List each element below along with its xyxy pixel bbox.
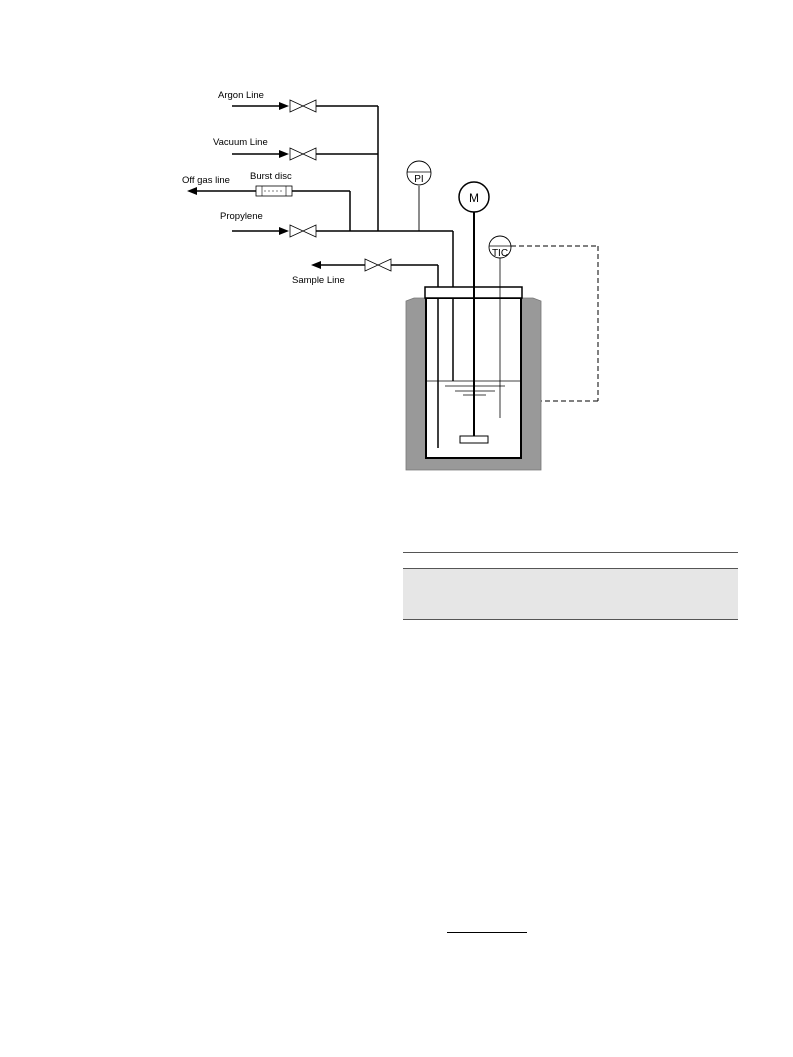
tic-label: TIC: [491, 248, 509, 259]
burst-disc-icon: [256, 186, 292, 196]
footnote-rule: [447, 932, 527, 933]
table-body-shading: [403, 569, 738, 619]
table-placeholder: [403, 552, 738, 620]
pi-label: PI: [414, 174, 424, 185]
table-top-rule: [403, 552, 738, 553]
sample-valve-icon: [365, 259, 391, 271]
stirrer-motor: [459, 182, 489, 212]
sample-line-label: Sample Line: [292, 275, 345, 286]
pressure-indicator: [407, 161, 431, 231]
reactor-vessel: [406, 212, 541, 470]
table-bottom-rule: [403, 619, 738, 620]
vacuum-line: [213, 137, 378, 160]
propylene-valve-icon: [290, 225, 316, 237]
burst-disc-label: Burst disc: [250, 171, 292, 182]
argon-valve-icon: [290, 100, 316, 112]
impeller: [460, 436, 488, 443]
motor-label: M: [469, 191, 479, 205]
vacuum-valve-icon: [290, 148, 316, 160]
sample-line: [292, 259, 438, 290]
argon-line-label: Argon Line: [218, 90, 264, 101]
vacuum-line-label: Vacuum Line: [213, 137, 268, 148]
propylene-line-label: Propylene: [220, 211, 263, 222]
off-gas-line-label: Off gas line: [182, 175, 230, 186]
argon-line: [218, 90, 378, 112]
off-gas-line: [182, 171, 350, 231]
